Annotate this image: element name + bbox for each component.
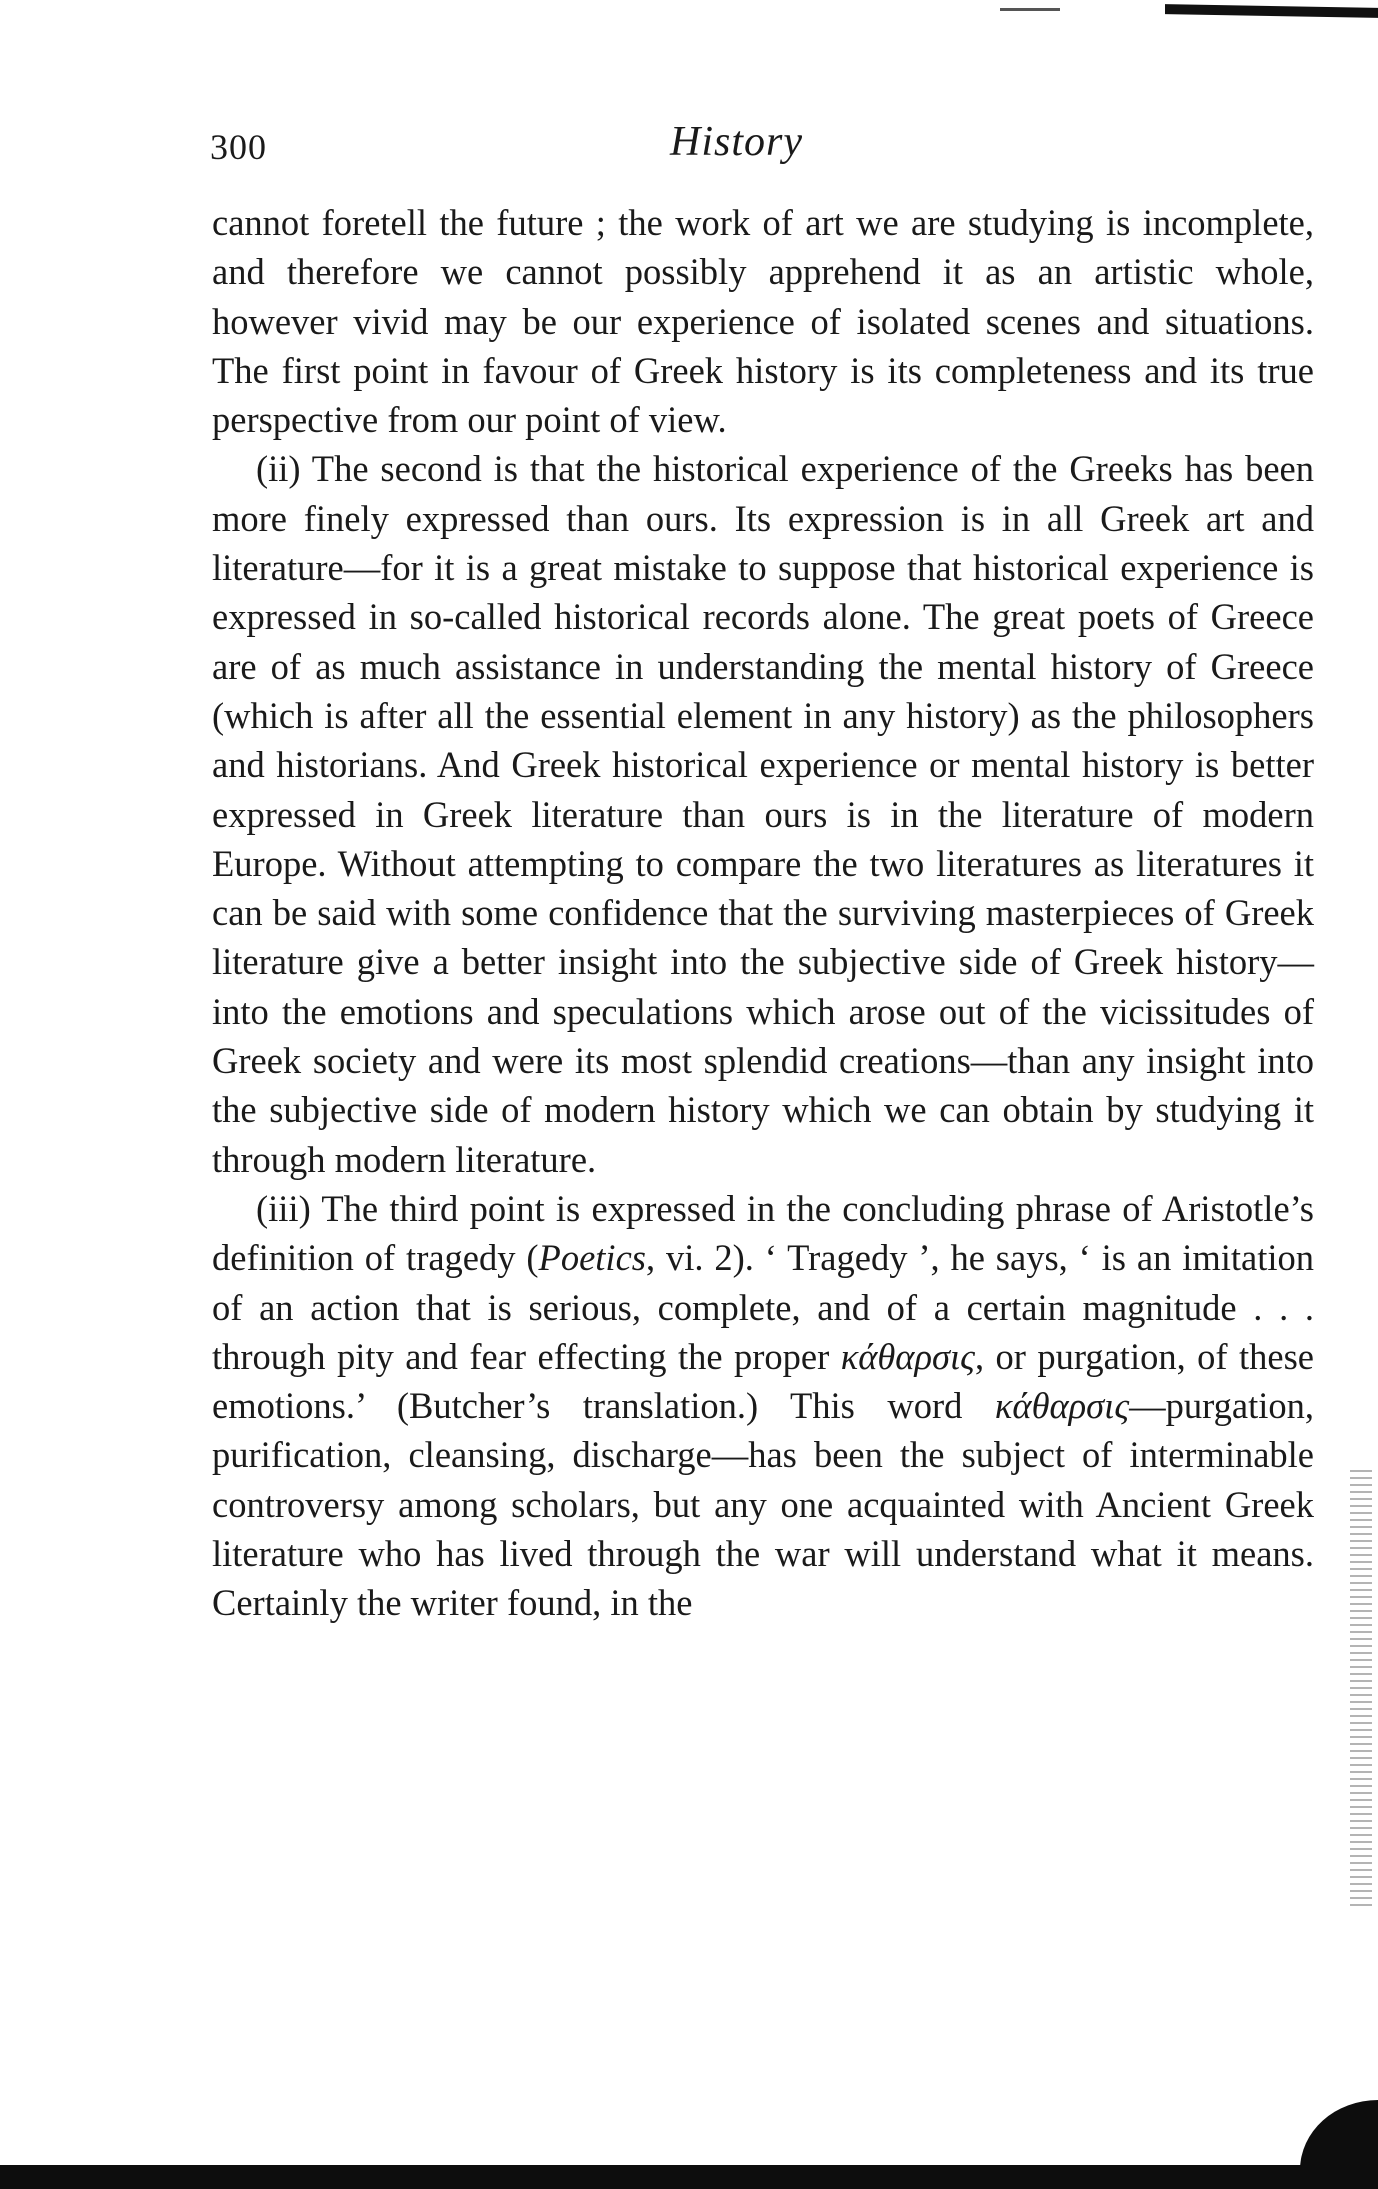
bottom-edge-curl <box>1300 2100 1378 2170</box>
paragraph-1-text: cannot foretell the future ; the work of art we are studying is incomplete, and therefore we cannot possibly apprehend it as an artistic whole, however vivid may be our experience of isolated scenes and situations. The first point in favour of Greek history is its completeness and its true perspective from our point of view. <box>212 202 1314 441</box>
page-edge-artifact <box>1350 1470 1372 1910</box>
paragraph-2-text: (ii) The second is that the historical experience of the Greeks has been more finely expressed than ours. Its expression is in all Greek art and literature—for it is a great mistake to suppose that historical experience is expressed in so-called historical records alone. The great poets of Greece are of as much assistance in understanding the mental history of Greece (which is after all the essential element in any history) as the philosophers and historians. And Greek historical experience or mental history is better expressed in Greek literature than ours is in the literature of modern Europe. Without attempting to compare the two literatures as literatures it can be said with some confidence that the surviving masterpieces of Greek literature give a better insight into the subjective side of Greek history—into the emotions and speculations which arose out of the vicissitudes of Greek society and were its most splendid creations—than any insight into the subjective side of modern history which we can obtain by studying it through modern literature. <box>212 448 1314 1180</box>
page-number: 300 <box>210 127 267 167</box>
scan-mark <box>1000 8 1060 11</box>
bottom-edge-shadow <box>0 2165 1378 2189</box>
paragraph-2 <box>212 444 1314 1183</box>
paragraph-3-text-d: —purgation, purification, cleansing, discharge—has been the subject of interminable controversy among scholars, but any one acquainted with Ancient Greek literature who has lived through the war will understand what it means. Certainly the writer found, in the <box>212 1385 1314 1624</box>
greek-word-katharsis: κάθαρσις <box>840 1335 975 1377</box>
body-text <box>212 198 1314 1628</box>
paragraph-3 <box>212 1184 1314 1628</box>
paragraph-1 <box>212 198 1314 444</box>
page-header <box>210 118 1320 178</box>
running-head: History <box>670 119 803 165</box>
poetics-title: Poetics <box>538 1237 646 1279</box>
top-edge-shadow <box>1165 4 1378 18</box>
paragraph-3-text-a: (iii) The third point is expressed in the concluding phrase of Aristotle’s definition of tragedy ( <box>212 1187 1314 1279</box>
paragraph-3-text-b: , vi. 2). ‘ Tragedy ’, he says, ‘ is an imitation of an action that is serious, complete, and of a certain magnitude . . . through pity and fear effecting the proper <box>212 1237 1314 1377</box>
greek-word-katharsis-2: κάθαρσις <box>994 1385 1130 1427</box>
paragraph-3-text-c: , or purgation, of these emotions.’ (Butcher’s translation.) This word <box>212 1335 1314 1427</box>
